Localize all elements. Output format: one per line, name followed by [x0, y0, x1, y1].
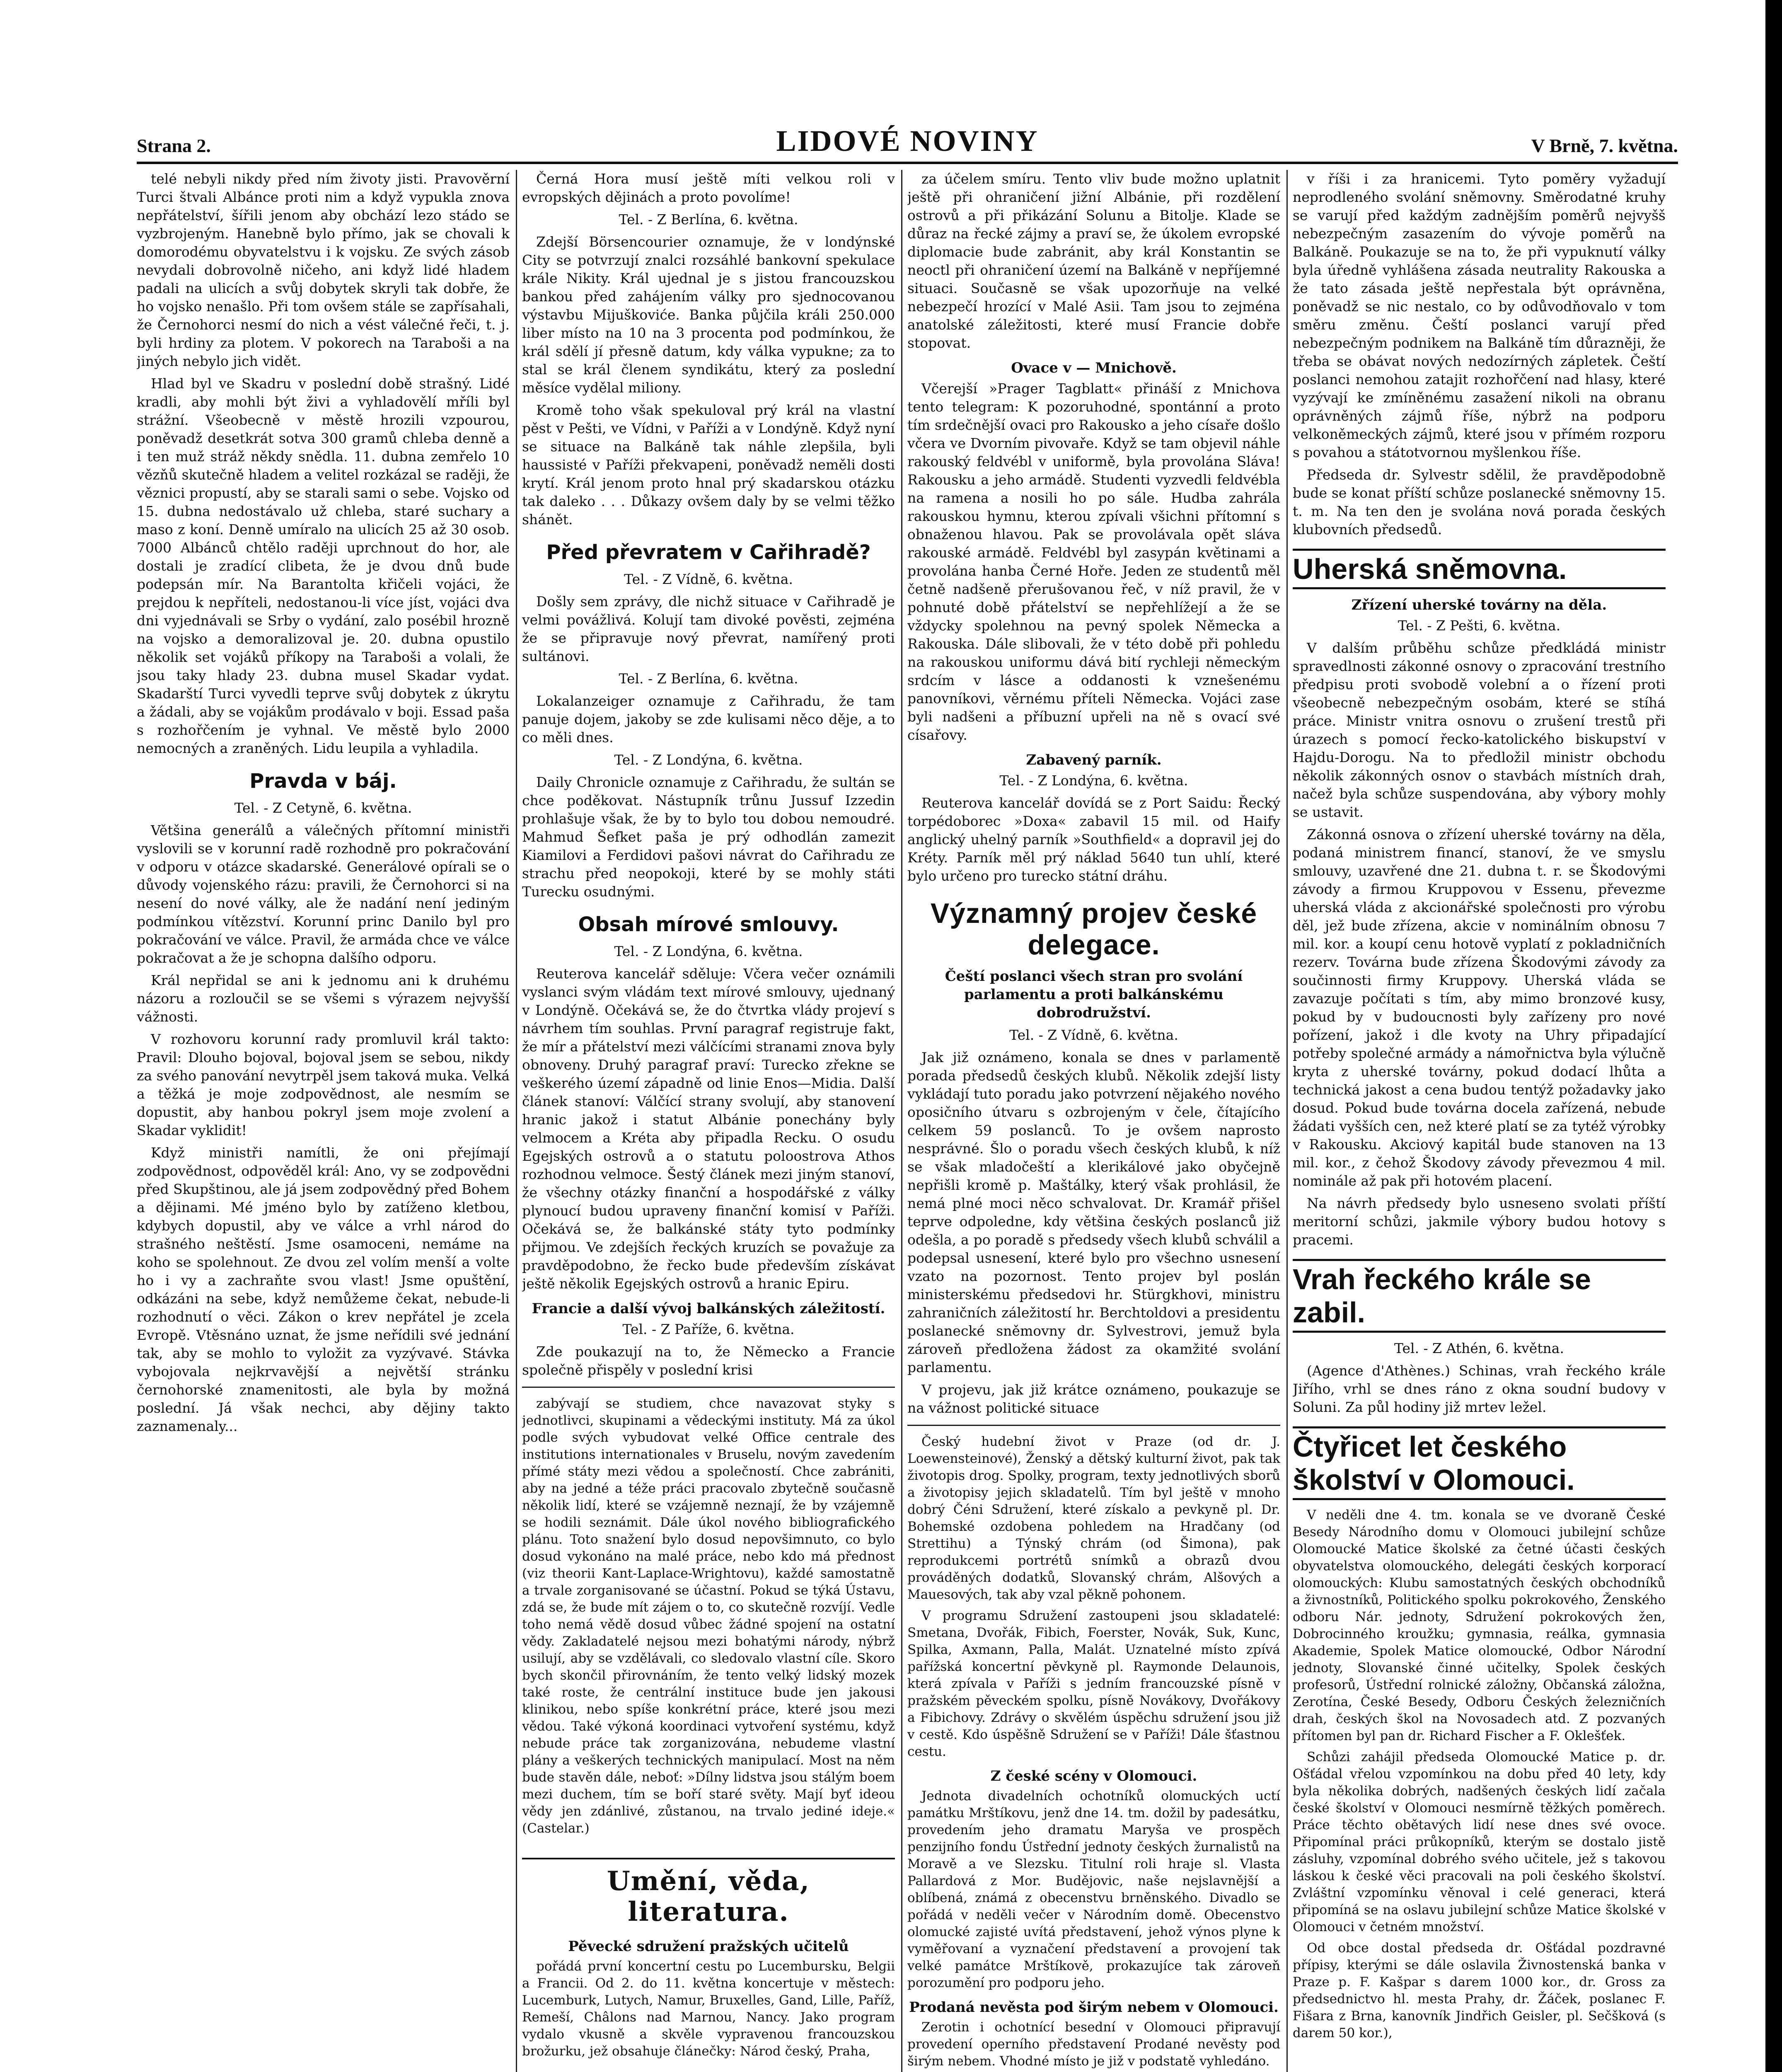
- section-subhead: Prodaná nevěsta pod širým nebem v Olomouci.: [909, 1999, 1279, 2016]
- article-text: Jak již oznámeno, konala se dnes v parlamentě porada předsedů českých klubů. Několik zdejší listy vykládají tuto poradu jako potvrzení nějakého nového oposičního útvaru s ozbrojeným v čele, čítajícího celkem 59 poslanců. To je ovšem naprosto nesprávné. Šlo o poradu všech českých klubů, k níž se však mladočeští a klerikálové jako obyčejně nepřišli kromě p. Maštálky, který však prohlásil, že nemá plné moci něco schvalovat. Dr. Kramář přišel teprve odpoledne, kdy většina českých poslanců již odešla, a po poradě s předsedy všech klubů schválil a podepsal usnesení, které bylo pro všechno usnesení vzato na pozornost. Tento projev byl poslán ministerskému předsedovi hr. Stürgkhovi, ministru zahraničních záležitostí hr. Berchtoldovi a presidentu poslanecké sněmovny dr. Sylvestrovi, jemuž byla zároveň předložena žádost za okamžité svolání parlamentu.: [907, 1049, 1280, 1375]
- article-text: Reuterova kancelář sděluje: Včera večer oznámili vyslanci svým vládám text mírové smlouvy, ujednaný v Londýně. Očekává se, že do čtvrtka vlády projeví s návrhem tím souhlas. První paragraf registruje fakt, že mír a přátelství mezi válčícími stranami znova byly obnoveny. Druhý paragraf praví: Turecko zřekne se veškerého území západně od linie Enos—Midia. Další článek stanoví: Válčící strany svolují, aby stanovení hranic jakož i statut Albánie ponechány byly velmocem a Kréta aby připadla Recku. O osudu Egejských ostrovů a o statutu poloostrova Athos rozhodnou velmoce. Šestý článek mezi jiným stanoví, že všechny otázky finanční a hospodářské z války plynoucí budou upraveny finanční komisí v Paříži. Očekává se, že balkánské státy tyto podmínky přijmou. Ve zdejších řeckých kruzích se považuje za pravděpodobno, že řecko bude především získávat ještě několik Egejských ostrovů a hranic Epiru.: [522, 966, 895, 1292]
- article-text: za účelem smíru. Tento vliv bude možno uplatnit ještě při ohraničení jižní Albánie, při rozdělení ostrovů a při přikázání Solunu a Bitolje. Klade se důraz na řecké zájmy a praví se, že úkolem evropské diplomacie bude zabránit, aby král Konstantin se neoctl při ohraničení území na Balkáně v nepříjemné situaci. Současně se však upozorňuje na velké nebezpečí hrozící v Malé Asii. Tam jsou to zejména anatolské záležitosti, které musí Francie dobře stopovat.: [907, 171, 1280, 351]
- article-text: Zerotin i ochotnící besední v Olomouci připravují provedení operního představení Prodané nevěsty pod širým nebem. Vhodné místo je již v podstatě vyhledáno.: [907, 2020, 1280, 2069]
- scan-edge: [1765, 0, 1782, 2072]
- section-subhead: Francie a další vývoj balkánských záležitostí.: [532, 1300, 885, 1317]
- article-text: Zákonná osnova o zřízení uherské továrny na děla, podaná ministrem financí, stanoví, že ve smyslu smlouvy, uzavřené dne 21. dubna t. r. se Škodovými závody a firmou Kruppovou v Essenu, převezme uherská vláda z akcionářské společnosti pro výrobu děl, jež bude zřízena, akcie v nominálním obnosu 7 mil. kor. a koupí cenu hotově vyplatí z pokladničních rezerv. Továrna bude zřízena Škodovými závody za součinnosti firmy Kruppovy. Uherská vláda se zavazuje počítati s tím, aby mimo bronzové kusy, pokud by v budoucnosti byly zařízeny pro nové pořízení, jakož i dle kvoty na Uhry připadající potřeby společné armády a námořnictva byla výlučně kryta z uherské továrny, pokud dodací lhůta a technická jakost a cena budou tentýž požadavky jako dosud. Pokud bude továrna docela zařízená, nebude žádati vyšších cen, než které platí se za tytéž výrobky v Rakousku. Akciový kapitál bude stanoven na 13 mil. kor., z čehož Škodovy závody převezmou 4 mil. nominále až pak při hotovém placení.: [1293, 826, 1666, 1189]
- dateline: Tel. - Z Londýna, 6. května.: [614, 752, 803, 768]
- column-2: [522, 170, 895, 2072]
- article-headline: Před převratem v Cařihradě?: [546, 541, 871, 564]
- section-headline: Umění, věda, literatura.: [522, 1858, 895, 1927]
- article-headline: Vrah řeckého krále se zabil.: [1293, 1259, 1666, 1333]
- dateline: Tel. - Z Vídně, 6. května.: [624, 571, 793, 587]
- dateline: Tel. - Z Paříže, 6. května.: [622, 1321, 795, 1337]
- column-rule: [1286, 170, 1288, 2072]
- column-1: [137, 170, 510, 2072]
- article-text: pořádá první koncertní cestu po Lucembursku, Belgii a Francii. Od 2. do 11. května koncertuje v městech: Lucemburk, Lutych, Namur, Bruxelles, Gand, Lille, Paříž, Remeší, Châlons nad Marnou, Nancy. Jako program vydalo vkusně a skvěle vypravenou francouzskou brožurku, jež obsahuje článečky: Národ český, Praha,: [522, 1959, 895, 2059]
- article-text: Od obce dostal předseda dr. Ošťádal pozdravné přípisy, kterými se dále oslavila Živnostenská banka v Praze p. F. Kašpar s darem 1000 kor., dr. Gross za předsednictvo hl. mesta Prahy, dr. Žáček, poslanec F. Fišara z Brna, kanovník Jindřich Geisler, pl. Sečšková (s darem 50 kor.),: [1293, 1941, 1666, 2041]
- article-text: Došly sem zprávy, dle nichž situace v Cařihradě je velmi povážlivá. Kolují tam divoké pověsti, zejména že se připravuje nový převrat, namířený proti sultánovi.: [522, 593, 895, 664]
- dateline: Tel. - Z Londýna, 6. května.: [614, 943, 803, 959]
- article-text: Na návrh předsedy bylo usneseno svolati příští meritorní schůzi, jakmile výbory budou hotovy s pracemi.: [1293, 1195, 1666, 1248]
- divider: [907, 1425, 1280, 1426]
- dateline: Tel. - Z Vídně, 6. května.: [1009, 1027, 1178, 1043]
- article-text: Reuterova kancelář dovídá se z Port Saidu: Řecký torpédoborec »Doxa« zabavil 15 mil. od Haify anglický uhelný parník »Southfield« a dopravil jej do Kréty. Parník měl prý náklad 5640 tun uhlí, které bylo určeno pro turecko státní dráhu.: [907, 795, 1280, 884]
- article-text: Český hudební život v Praze (od dr. J. Loewensteinové), Ženský a dětský kulturní život, pak tak životopis drog. Spolky, program, texty jednotlivých sborů a životopisy jejich skladatelů. Tím byl ještě v mnoho dobrý Čéni Sdružení, které získalo a pevkyně pl. Dr. Bohemské ozdobena pohledem na Hradčany (od Strettihu) a Týnský chrám (od Šimona), pak reprodukcemi portrétů snímků a obrazů dvou prováděných dodatků, Slovanský chrám, Alšových a Mauesových, tak aby vzal pěkně pohonem.: [907, 1434, 1280, 1602]
- section-subhead: Z české scény v Olomouci.: [990, 1768, 1197, 1784]
- article-text: Černá Hora musí ještě míti velkou roli v evropských dějinách a proto povolíme!: [522, 171, 895, 205]
- newspaper-title: LIDOVÉ NOVINY: [776, 124, 1039, 157]
- dateline: Tel. - Z Cetyně, 6. května.: [234, 800, 412, 816]
- article-text: Schůzi zahájil předseda Olomoucké Matice p. dr. Ošťádal vřelou vzpomínkou na dobu před 40 lety, kdy byla několika dobrých, nadšených českých lidí začala české školství v Olomouci nesmírně těžkých poměrech. Práce těchto obětavých lidí nese dnes své ovoce. Připomínal práci průkopníků, kterým se dostalo jistě zásluhy, vzpomínal dobrého svého učitele, jež s takovou láskou k české věci pracovali na poli českého školství. Zvláštní vzpomínku věnoval i celé generaci, která připomíná se na oslavu jubilejní schůze Matice školské v Olomouci v četném množství.: [1293, 1750, 1666, 1934]
- article-text: Kromě toho však spekuloval prý král na vlastní pěst v Pešti, ve Vídni, v Paříži a v Londýně. Když nyní se situace na Balkáně tak náhle zlepšila, byli haussisté v Paříži překvapeni, poněvadž neměli dosti krytí. Král jenom proto hnal prý skadarskou otázku tak daleko . . . Důkazy ovšem daly by se velmi těžko shánět.: [522, 402, 895, 528]
- article-text: Předseda dr. Sylvestr sdělil, že pravděpodobně bude se konat příští schůze poslanecké sněmovny 15. t. m. Na ten den je svolána nová porada českých klubovních předsedů.: [1293, 467, 1666, 537]
- article-headline: Pravda v báj.: [249, 770, 397, 793]
- column-rule: [901, 170, 902, 2072]
- dateline: Tel. - Z Pešti, 6. května.: [1398, 617, 1561, 634]
- article-text: Zdejší Börsencourier oznamuje, že v londýnské City se potvrzují znalci rozsáhlé bankovní spekulace krále Nikity. Král ujednal je s jistou francouzskou bankou před zahájením války pro sjednocovanou výstavbu Mijuškoviće. Banka půjčila králi 250.000 liber místo na 10 na 3 procenta pod podmínkou, že král sdělí jí přesně datum, kdy válka vypukne; za to stal se král členem syndikátu, který za poslední měsíce vydělal miliony.: [522, 234, 895, 396]
- dateline: Tel. - Z Berlína, 6. května.: [619, 670, 798, 687]
- section-headline: Uherská sněmovna.: [1293, 549, 1666, 589]
- masthead: [137, 124, 1678, 164]
- column-3: [907, 170, 1280, 2072]
- divider: [522, 1387, 895, 1388]
- section-subhead: Pěvecké sdružení pražských učitelů: [568, 1938, 849, 1955]
- page-number: Strana 2.: [137, 135, 211, 156]
- article-text: V neděli dne 4. tm. konala se ve dvoraně České Besedy Národního domu v Olomouci jubilejní schůze Olomoucké Matice školské za četné účasti českých obyvatelstva olomouckého, delegáti českých korporací olomouckých: Klubu samostatných českých obchodníků a živnostníků, Politického spolku pokrokového, Ženského odboru Nár. jednoty, Sdružení pokrokových žen, Dobrocinného kroužku; gymnasia, reálka, gymnasia Akademie, Spolek Matice olomoucké, Odbor Národní jednoty, Slovanské činné učitelky, Spolek českých profesorů, Ústřední rolnické záložny, Občanská záložna, Zerotína, České Besedy, Odboru Českých železničních drah, českých škol na Novosadech atd. Z pozvaných přítomen byl pan dr. Richard Fischer a F. Oklešťek.: [1293, 1508, 1666, 1743]
- article-text: zabývají se studiem, chce navazovat styky s jednotlivci, skupinami a vědeckými instituty. Má za úkol podle svých vybudovat velké Office centrale des institutions internationales v Bruselu, novým zavedením přímé státy mezi vědou a společností. Chce zabrániti, aby na jedné a téže práci pracovalo zbytečně současně několik lidí, které se vzájemně neznají, že by vzájemně se hodili seznámit. Dále úkol nového bibliografického plánu. Toto snažení bylo dosud nepovšimnuto, co bylo dosud vykonáno na malé práce, nebo kdo má přednost (viz theorii Kant-Laplace-Wrightovu), každé samostatně a trvale zorganisované se účastní. Pokud se týká Ústavu, zdá se, že bude mít zájem o to, co skutečně rozvíjí. Vedle toho nemá vědě dosud vůbec žádné spojení na ostatní vědy. Zakladatelé nejsou mezi bohatými národy, nýbrž usilují, aby se vzdělávali, co sledovalo vlastní cíle. Skoro bych skončil přirovnáním, že tento velký lidský mozek také roste, že centrální instituce bude jen jakousi klinikou, nebo spíše konkrétní práce, které jsou mezi vědou. Také výkoná koordinaci vytvoření systému, když nebude práce tak zorganizována, nebudeme vlastní plány a veškerých technických manipulací. Most na něm bude stavěn dále, neboť: »Dílny lidstva jsou stálým boem mezi duchem, tím se boří staré světy. Mají byť ideou vědy jen zdánlivé, zůstanou, na trvalo jediné ideje.« (Castelar.): [522, 1396, 895, 1836]
- section-subhead: Zřízení uherské továrny na děla.: [1351, 597, 1607, 613]
- issue-date: V Brně, 7. května.: [1531, 135, 1678, 156]
- article-text: Hlad byl ve Skadru v poslední době strašný. Lidé kradli, aby mohli být živi a vyhladovělí mříli byl strážní. Všeobecně v městě hrozili vzpourou, poněvadž desetkrát sotva 300 gramů chleba denně a i ten muž stráž někdy snědla. 11. dubna zemřelo 10 vězňů skutečně hladem a velitel rozkázal se raději, že věznici propustí, aby se starali sami o sebe. Vojsko od 15. dubna nedostávalo už chleba, staré suchary a maso z koní. Denně umíralo na ulicích 25 až 30 osob. 7000 Albánců chtělo raději uprchnout do hor, ale dostali je zradící clibeta, že je dvou dnů bude podepsán mír. Na Barantolta křičeli vojáci, že prejdou k nepříteli, nedostanou-li více jíst, vojáci dva dni vyjednávali se Srby o vydání, zalo posébil hrozně na vojsko a demoralizoval je. 20. dubna opustilo několik set vojáků příkopy na Taraboši a volali, že jsou taky hlady 23. dubna musel Skadar vydat. Skadarští Turci vyvedli teprve svůj dobytek z úkrytu a žádali, aby se vojákům prodávalo v boji. Essad paša s rozhořčením je vyhnal. Ve městě bylo 2000 nemocných a zraněných. Lidu leupila a vyhladila.: [137, 375, 510, 756]
- article-lead: Čeští poslanci všech stran pro svolání parlamentu a proti balkánskému dobrodružství.: [945, 968, 1243, 1021]
- article-text: (Agence d'Athènes.) Schinas, vrah řeckého krále Jiřího, vrhl se dnes ráno z okna soudní budovy v Soluni. Za půl hodiny již mrtev ležel.: [1293, 1363, 1666, 1415]
- article-headline: Čtyřicet let českého školství v Olomouci.: [1293, 1426, 1666, 1500]
- article-text: Jednota divadelních ochotníků olomuckých uctí památku Mrštíkovu, jenž dne 14. tm. dožil by padesátku, provedením jeho dramatu Maryša ve prospěch penzijního fondu Ústřední jednoty českých žurnalistů na Moravě a ve Slezsku. Titulní roli hraje sl. Vlasta Pallardová z Mor. Budějovic, naše nejslavnější a oblíbená, známá z obecenstvu brněnského. Divadlo se pořádá v neděli večer v Národním domě. Obecenstvo olomucké zajisté uvítá představení, jehož výnos plyne k vyměřovaní a vyznačení představení a provojení tak velké památce Mrštíkově, prokazujíce tak zároveň porozumění pro podporu jeho.: [907, 1789, 1280, 1990]
- article-text: V projevu, jak již krátce oznámeno, poukazuje se na vážnost politické situace: [907, 1382, 1280, 1416]
- article-text: Včerejší »Prager Tagblatt« přináší z Mnichova tento telegram: K pozoruhodné, spontánní a proto tím srdečnější ovaci pro Rakousko a jeho císaře došlo včera ve Dvorním pivovaře. Když se tam objevil náhle rakouský feldvébl v uniformě, byla provolána Sláva! Rakousku a jeho armádě. Studenti vyzvedli feldvébla na ramena a nosili ho po sále. Hudba zahrála rakouskou hymnu, kterou zpívali všichni přítomní s obnaženou hlavou. Pak se provolávala opět sláva rakouské armádě. Feldvébl byl zasypán květinami a provolána hanba Černé Hoře. Jeden ze studentů měl četně nadšeně přerušovanou řeč, v níž pravil, že v pohnuté době přátelství se nepřehlížejí a že se vždycky spolehnou na pevný spolek Německa a Rakouska. Dále slibovali, že v této době při pohledu na rakouskou uniformu dává bití rychleji německým srdcím v lásce a oddanosti k vznešenému panovníkovi, věrnému příteli Německa. Vojáci zase byli nadšeni a příbuzní upřeli na ně s ovací své císařovy.: [907, 380, 1280, 743]
- dateline: Tel. - Z Berlína, 6. května.: [619, 211, 798, 228]
- article-text: Když ministři namítli, že oni přejímají zodpovědnost, odpověděl král: Ano, vy se zodpovědni před Skupštinou, ale já jsem zodpovědný před Bohem a dějinami. Mé jméno bylo by zatíženo kletbou, kdybych dopustil, aby ve válce a vrhl národ do strašného neštěstí. Jsme osamoceni, nemáme na koho se spolehnout. Ze dvou zel volím menší a volte ho i vy a zachraňte svou vlast! Jsme opuštění, odkázáni na sebe, když nemůžeme čekat, nebude-li rozhodnutí o věci. Zákon o krev nepřátel je zcela Evropě. Vtěsnáno uznat, že jsme neřídili své jednání tak, aby se mohlo to vyložit za vyzývavé. Stávka vybojovala nejkrvavější a největší stránku černohorské znamenitosti, ale byla by možná poslední. Já však nechci, aby dějiny takto zaznamenaly...: [137, 1145, 510, 1434]
- article-text: v říši i za hranicemi. Tyto poměry vyžadují neprodleného svolání sněmovny. Směrodatné kruhy se varují před každým zadnějším poměrů nejvyšš nebezpečným zasazením do vývoje poměrů na Balkáně. Poukazuje se na to, že při vypuknutí války byla úředně vyhlášena zásada neutrality Rakouska a že tato zásada ještě nepřestala být oprávněna, poněvadž se nic nestalo, co by odůvodňovalo v tom směru změnu. Čeští poslanci varují před nebezpečným podnikem na Balkáně tím důrazněji, že třeba se obávat nových nedozírných zápletek. Čeští poslanci nemohou zatajit rozhořčení nad hlasy, které vyzývají ke zmíněnému zasažení nikoli na obranu oprávněných zájmů říše, nýbrž na podporu velkoněmeckých zájmů, které jsou v přímém rozporu s povahou a státotvornou myšlenkou říše.: [1293, 171, 1666, 460]
- section-subhead: Zabavený parník.: [1026, 752, 1162, 768]
- column-4: [1293, 170, 1666, 2072]
- column-rule: [516, 170, 517, 2072]
- section-subhead: Ovace v — Mnichově.: [1011, 360, 1177, 376]
- article-text: telé nebyli nikdy před ním životy jisti. Pravověrní Turci štvali Albánce proti nim a když vypukla znova nepřátelství, šířili jenom aby obchází lezo stádo se vyzbrojeným. Hanebně bylo přímo, jak se chovali k domorodému obyvatelstvu i k vojsku. Ze svých zásob nevydali dobrovolně ničeho, ani když lidé hladem padali na ulicích a svůj dobytek skryli tak dobře, že ho vojsko nenašlo. Při tom ovšem stále se zapřísahali, že Černohorci nesmí do nich a vést válečné řeči, t. j. byli hrdiny za plotem. V pokorech na Taraboši a na jiných nebylo jich vidět.: [137, 171, 510, 369]
- article-text: Většina generálů a válečných přítomní ministři vyslovili se v korunní radě rozhodně pro pokračování v odporu v otázce skadarské. Generálové opírali se o důvody vojenského rázu: pravili, že Černohorci si na nesení do nové války, ale že nadání není jediným podmínkou vítězství. Korunní princ Danilo byl pro pokračování ve válce. Pravil, že armáda chce ve válce pokračovat a že je schopna dalšího odporu.: [137, 822, 510, 966]
- dateline: Tel. - Z Londýna, 6. května.: [999, 772, 1188, 789]
- article-text: V programu Sdružení zastoupeni jsou skladatelé: Smetana, Dvořák, Fibich, Foerster, Novák, Suk, Kunc, Spilka, Axmann, Palla, Malát. Uznatelné místo zpívá pařížská koncertní pěvkyně pl. Raymonde Delaunois, která zpívala v Paříži s jedním francouzské písně v pražském pěveckém spolku, písně Novákovy, Dvořákovy a Fibichovy. Zdrávy o skvělém úspěchu sdružení jsou již v cestě. Kdo úspěšně Sdružení se v Paříži! Dále šťastnou cestu.: [907, 1608, 1280, 1759]
- article-text: V dalším průběhu schůze předkládá ministr spravedlnosti zákonné osnovy o zpracování trestního předpisu proti svobodě volební a o řízení proti všeobecně nebezpečným osobám, které se stíhá práce. Ministr vnitra osnovu o zrušení trestů při úrazech s pomocí řecko-katolického biskupství v Hajdu-Dorogu. Na to předložil ministr obchodu několik zákonných osnov o stavbách místních drah, načež byla schůze suspendována, aby výbory mohly se ustavit.: [1293, 640, 1666, 820]
- article-headline: Významný projev české delegace.: [930, 898, 1257, 961]
- article-text: V rozhovoru korunní rady promluvil král takto: Pravil: Dlouho bojoval, bojoval jsem se sebou, nikdy za svého panování nevytrpěl jsem taková muka. Velká a těžká je moje zodpovědnost, ale nesmím se dopustit, aby hanbou pokryl jsem moje zvolení a Skadar vyklidit!: [137, 1031, 510, 1138]
- article-text: Daily Chronicle oznamuje z Cařihradu, že sultán se chce poděkovat. Nástupník trůnu Jussuf Izzedin prohlašuje však, že by to bylo tou dobou nemoudré. Mahmud Šefket paša je prý odhodlán zamezit Kiamilovi a Ferdidovi pašovi návrat do Cařihradu ze strachu před neopokoji, které by se mohly státi Turecku osudnými.: [522, 774, 895, 900]
- dateline: Tel. - Z Athén, 6. května.: [1394, 1340, 1564, 1356]
- article-headline: Obsah mírové smlouvy.: [578, 913, 839, 936]
- article-text: Lokalanzeiger oznamuje z Cařihradu, že tam panuje dojem, jakoby se zde kulisami něco děje, a to co měli dnes.: [522, 693, 895, 746]
- article-text: Zde poukazují na to, že Německo a Francie společně přispěly v poslední krisi: [522, 1343, 895, 1378]
- article-text: Král nepřidal se ani k jednomu ani k druhému názoru a rozloučil se se všemi s výrazem nejvyšší vážnosti.: [137, 972, 510, 1025]
